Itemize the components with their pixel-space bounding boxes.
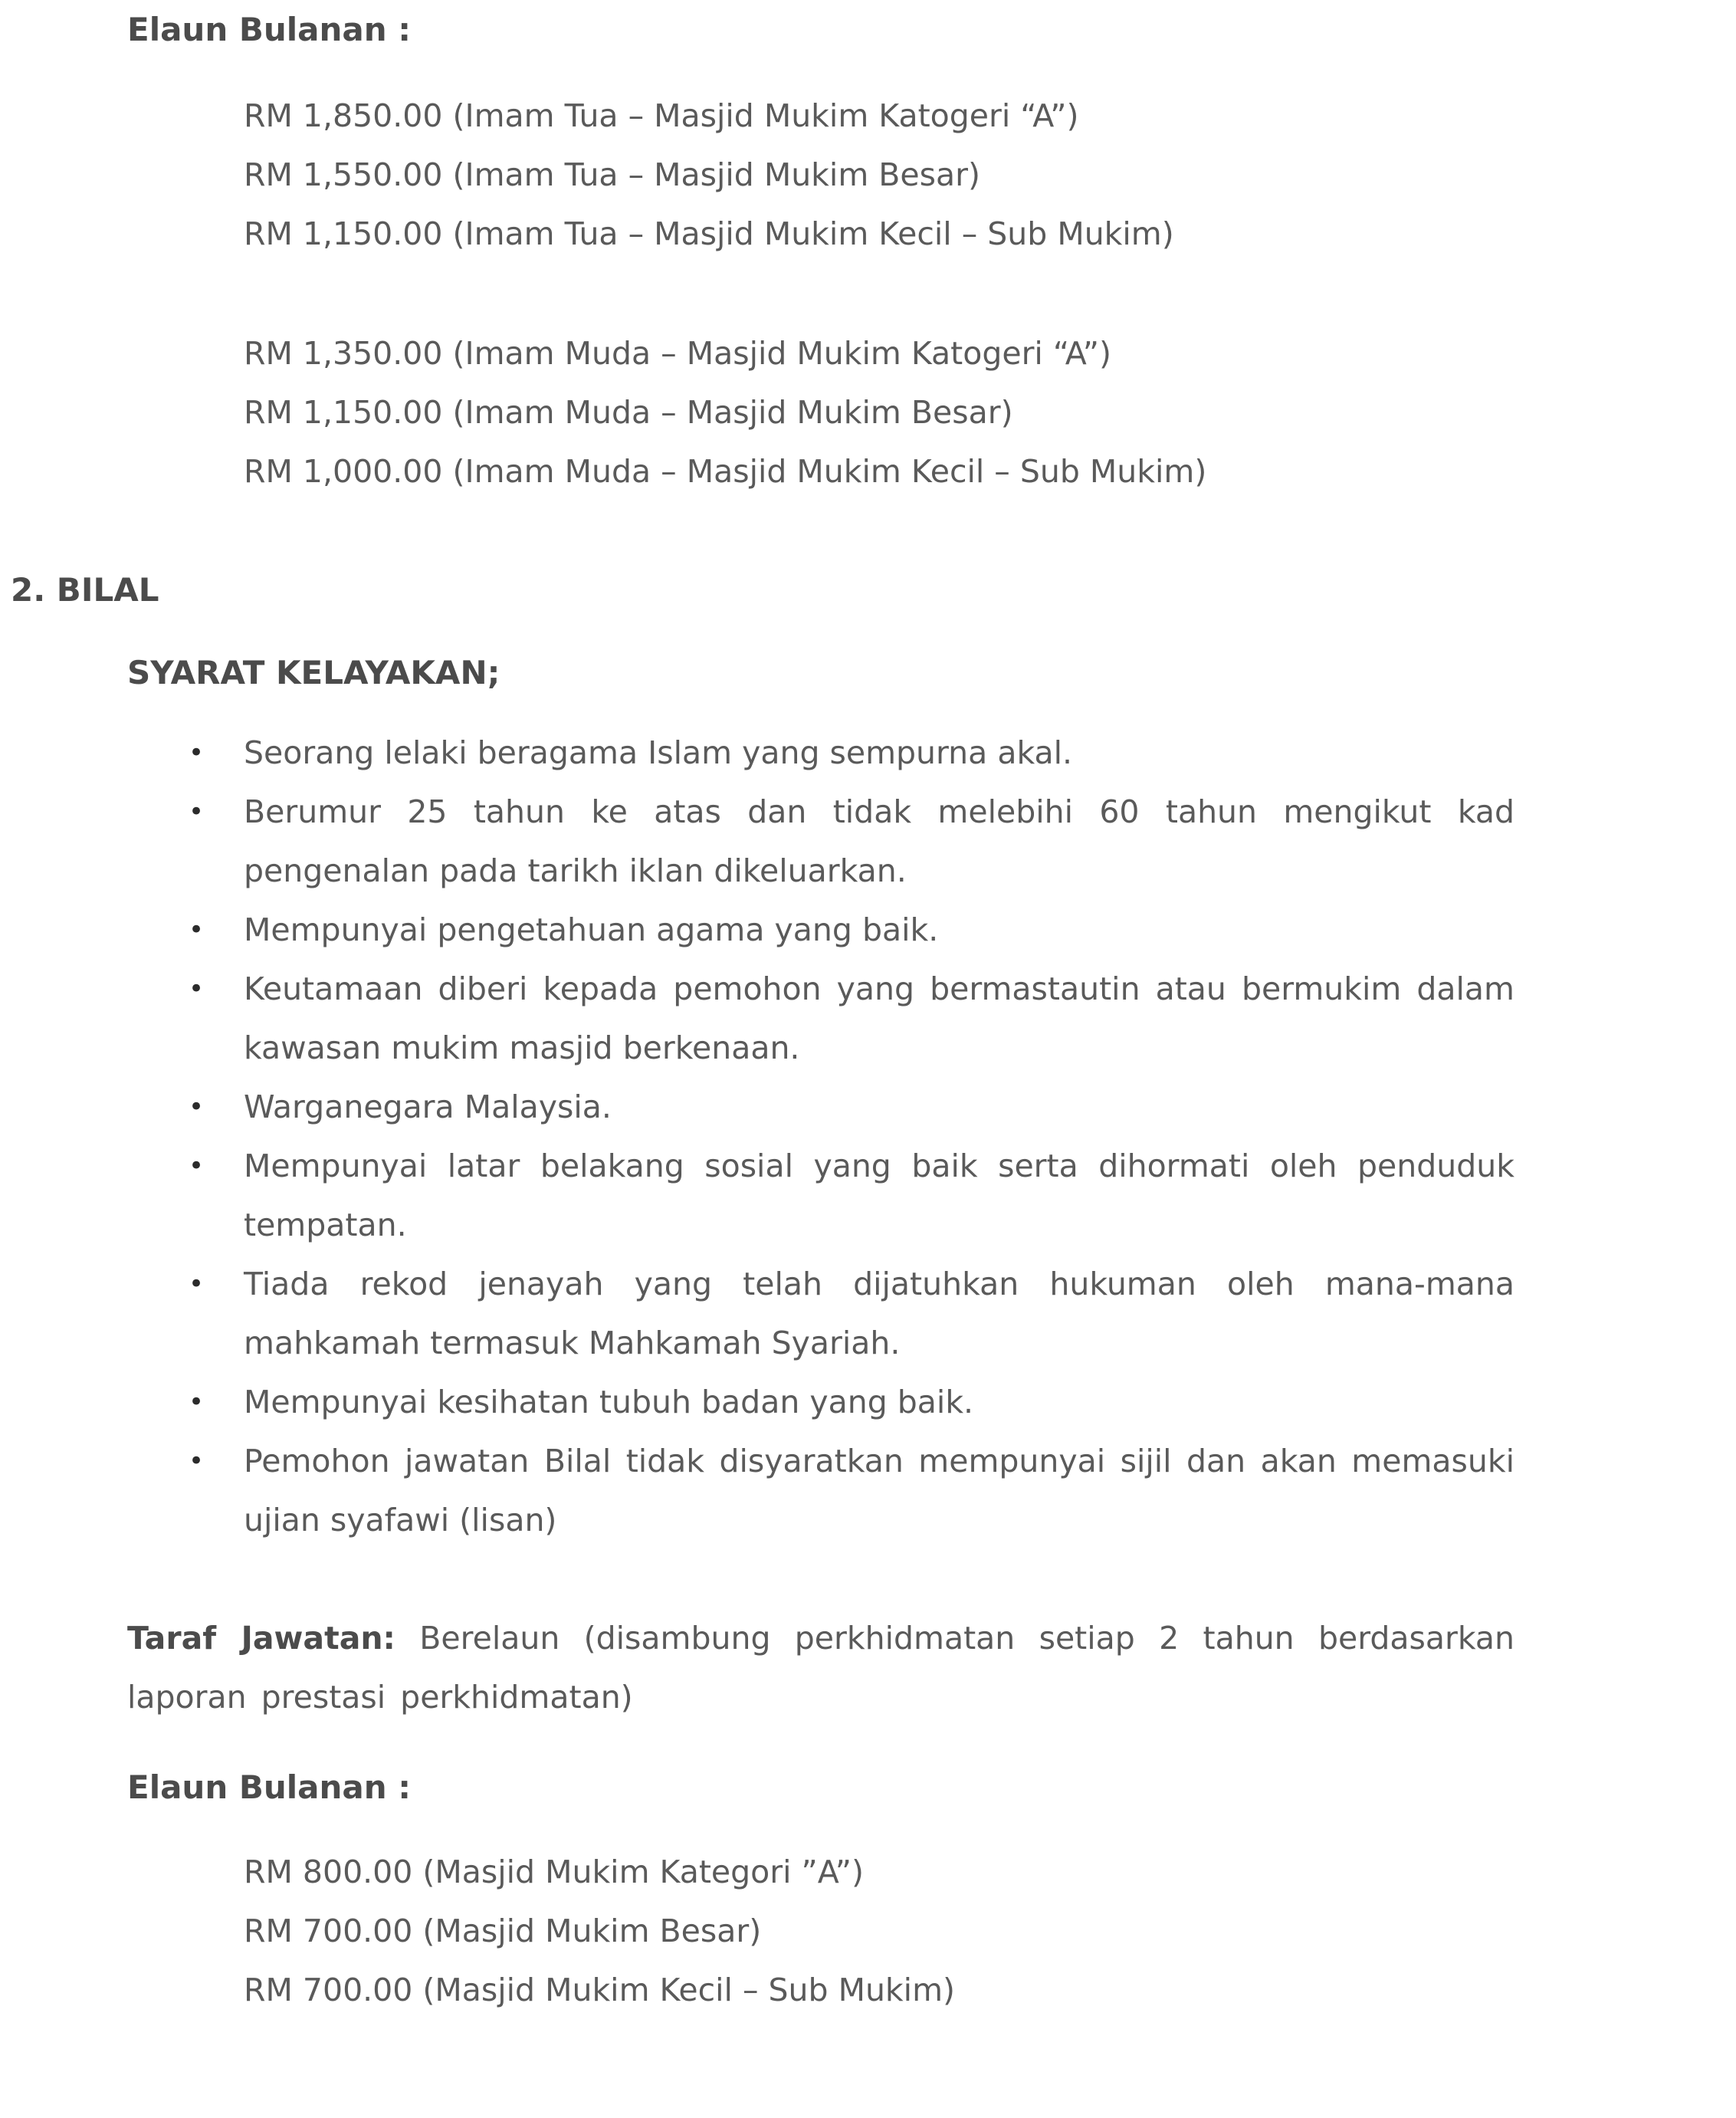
- requirement-text: Tiada rekod jenayah yang telah dijatuhkan hukuman oleh mana-mana mahkamah termasuk Mahkamah Syariah.: [244, 1266, 1514, 1361]
- requirements-list: [189, 724, 1514, 1550]
- allowance-item: RM 1,550.00 (Imam Tua – Masjid Mukim Besar): [244, 156, 980, 193]
- section-title-bilal: 2. BILAL: [11, 571, 159, 609]
- bilal-allowance-heading: Elaun Bulanan :: [127, 1768, 412, 1806]
- bullet-icon: •: [189, 1092, 205, 1122]
- bullet-icon: •: [189, 1151, 205, 1181]
- requirement-text: Berumur 25 tahun ke atas dan tidak melebihi 60 tahun mengikut kad pengenalan pada tarikh iklan dikeluarkan.: [244, 793, 1514, 889]
- bullet-icon: •: [189, 915, 205, 945]
- requirement-item: [189, 1432, 1514, 1550]
- imam-allowance-heading: Elaun Bulanan :: [127, 11, 412, 48]
- requirement-item: [189, 1137, 1514, 1255]
- bullet-icon: •: [189, 737, 205, 768]
- bilal-allowance-list: [244, 1843, 955, 2020]
- requirement-item: [189, 724, 1514, 783]
- requirement-text: Keutamaan diberi kepada pemohon yang bermastautin atau bermukim dalam kawasan mukim masjid berkenaan.: [244, 970, 1514, 1066]
- requirement-item: [189, 1255, 1514, 1373]
- position-status-label: Taraf Jawatan:: [127, 1620, 395, 1657]
- allowance-item: RM 1,350.00 (Imam Muda – Masjid Mukim Katogeri “A”): [244, 335, 1112, 372]
- requirement-text: Mempunyai kesihatan tubuh badan yang baik.: [244, 1384, 974, 1420]
- requirement-item: [189, 960, 1514, 1078]
- requirement-item: [189, 1373, 1514, 1432]
- allowance-item: RM 1,850.00 (Imam Tua – Masjid Mukim Katogeri “A”): [244, 97, 1079, 134]
- requirement-text: Seorang lelaki beragama Islam yang sempurna akal.: [244, 734, 1073, 771]
- position-status-text: Berelaun (disambung perkhidmatan setiap 2 tahun berdasarkan laporan prestasi perkhidmatan): [127, 1620, 1514, 1716]
- allowance-item: RM 800.00 (Masjid Mukim Kategori ”A”): [244, 1854, 864, 1890]
- imam-muda-allowance-list: [244, 324, 1206, 501]
- bullet-icon: •: [189, 1269, 205, 1299]
- requirement-item: [189, 901, 1514, 960]
- imam-tua-allowance-list: [244, 87, 1174, 264]
- requirement-item: [189, 1078, 1514, 1137]
- requirement-text: Mempunyai latar belakang sosial yang baik serta dihormati oleh penduduk tempatan.: [244, 1148, 1514, 1243]
- bullet-icon: •: [189, 1446, 205, 1476]
- allowance-item: RM 1,150.00 (Imam Muda – Masjid Mukim Besar): [244, 394, 1013, 431]
- bullet-icon: •: [189, 974, 205, 1004]
- position-status: [127, 1609, 1514, 1727]
- allowance-item: RM 1,150.00 (Imam Tua – Masjid Mukim Kecil – Sub Mukim): [244, 215, 1174, 252]
- bullet-icon: •: [189, 1387, 205, 1417]
- requirement-text: Warganegara Malaysia.: [244, 1089, 612, 1125]
- requirement-text: Pemohon jawatan Bilal tidak disyaratkan mempunyai sijil dan akan memasuki ujian syafawi (lisan): [244, 1443, 1514, 1538]
- allowance-item: RM 1,000.00 (Imam Muda – Masjid Mukim Kecil – Sub Mukim): [244, 453, 1207, 490]
- bullet-icon: •: [189, 796, 205, 827]
- allowance-item: RM 700.00 (Masjid Mukim Kecil – Sub Mukim): [244, 1972, 956, 2008]
- requirement-item: [189, 783, 1514, 901]
- requirement-text: Mempunyai pengetahuan agama yang baik.: [244, 911, 939, 948]
- allowance-item: RM 700.00 (Masjid Mukim Besar): [244, 1913, 762, 1949]
- requirements-heading: SYARAT KELAYAKAN;: [127, 654, 500, 691]
